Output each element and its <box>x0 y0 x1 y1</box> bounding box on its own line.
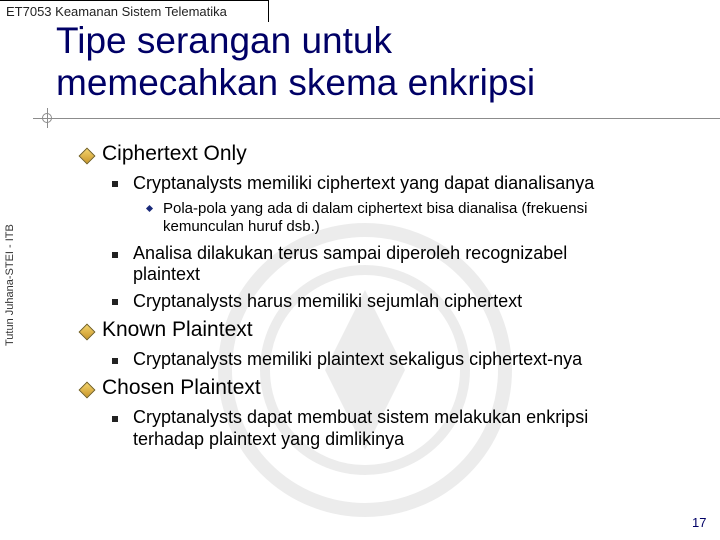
bullet-square-icon <box>112 299 118 305</box>
divider-circle-icon <box>42 113 52 123</box>
sub-bullet-diamond-icon <box>146 205 153 212</box>
header-vertical-line <box>268 0 269 22</box>
watermark-seal-icon <box>215 220 515 520</box>
slide-title-line-1: Tipe serangan untuk <box>56 20 392 61</box>
bullet-text: Analisa dilakukan terus sampai diperoleh recognizabel <box>133 243 568 263</box>
section-heading-known-plaintext: Known Plaintext <box>102 318 253 341</box>
bullet-text-continued: plaintext <box>133 264 201 284</box>
bullet-square-icon <box>112 416 118 422</box>
bullet-text: Cryptanalysts dapat membuat sistem melakukan enkripsi <box>133 407 589 427</box>
slide-title <box>56 20 535 104</box>
bullet-square-icon <box>112 252 118 258</box>
header-top-line <box>0 0 268 1</box>
section-diamond-icon <box>79 324 96 341</box>
title-divider-line <box>33 118 720 119</box>
sub-bullet-line-1: Pola-pola yang ada di dalam ciphertext bisa dianalisa (frekuensi <box>163 200 588 217</box>
page-number: 17 <box>692 515 707 530</box>
section-heading-ciphertext-only: Ciphertext Only <box>102 142 247 165</box>
slide-title-line-2: memecahkan skema enkripsi <box>56 62 536 103</box>
section-heading-chosen-plaintext: Chosen Plaintext <box>102 376 261 399</box>
course-label: ET7053 Keamanan Sistem Telematika <box>6 4 227 19</box>
bullet-text: Cryptanalysts harus memiliki sejumlah ciphertext <box>133 291 523 311</box>
bullet-text: Cryptanalysts memiliki plaintext sekaligus ciphertext-nya <box>133 349 583 369</box>
sub-bullet-line-2: kemunculan huruf dsb.) <box>163 218 320 235</box>
section-diamond-icon <box>79 148 96 165</box>
bullet-square-icon <box>112 181 118 187</box>
bullet-text-continued: terhadap plaintext yang dimlikinya <box>133 429 405 449</box>
section-diamond-icon <box>79 382 96 399</box>
sidebar-author: Tutun Juhana-STEI - ITB <box>4 224 16 346</box>
bullet-square-icon <box>112 358 118 364</box>
bullet-text: Cryptanalysts memiliki ciphertext yang dapat dianalisanya <box>133 173 595 193</box>
